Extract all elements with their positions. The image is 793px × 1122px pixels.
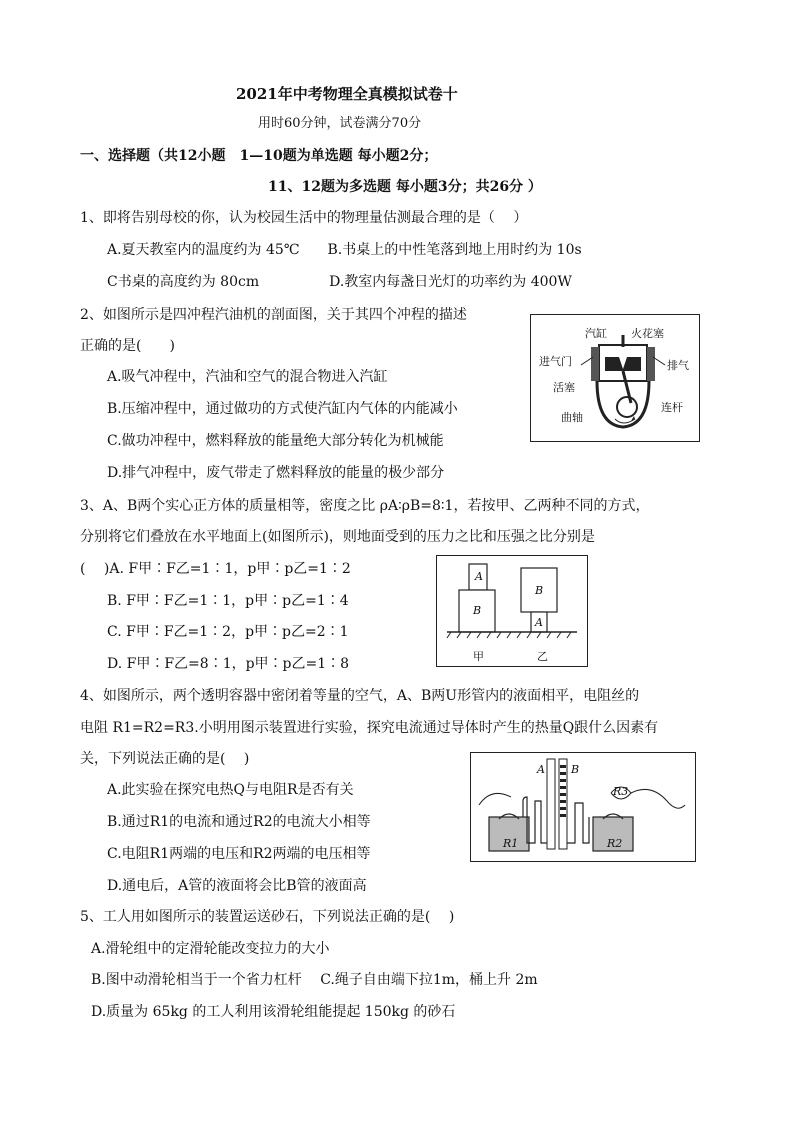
- page-title: 2021年中考物理全真模拟试卷十: [236, 85, 458, 103]
- q4-stem-line3: 关，下列说法正确的是( ): [80, 751, 250, 767]
- label-piston: 活塞: [553, 381, 575, 394]
- q2-option-d: D.排气冲程中，废气带走了燃料释放的能量的极少部分: [107, 465, 445, 481]
- label-yi: 乙: [537, 650, 548, 663]
- q4-option-c: C.电阻R1两端的电压和R2两端的电压相等: [107, 846, 371, 862]
- resistor-r1-label: R1: [503, 837, 519, 850]
- q2-option-a: A.吸气冲程中，汽油和空气的混合物进入汽缸: [107, 369, 388, 385]
- q2-stem-line1: 2、如图所示是四冲程汽油机的剖面图，关于其四个冲程的描述: [80, 307, 467, 323]
- q3-option-b: B. F甲∶F乙=1∶1，p甲∶p乙=1∶4: [107, 593, 349, 609]
- q1-options-cd: C书桌的高度约为 80cm D.教室内每盏日光灯的功率约为 400W: [107, 274, 572, 290]
- section-heading-line2: 11、12题为多选题 每小题3分；共26分 ）: [268, 179, 542, 195]
- q5-option-a: A.滑轮组中的定滑轮能改变拉力的大小: [91, 941, 330, 957]
- label-crankshaft: 曲轴: [561, 411, 583, 424]
- resistor-r2-label: R2: [607, 837, 623, 850]
- q3-option-a: ( )A. F甲∶F乙=1∶1，p甲∶p乙=1∶2: [80, 561, 351, 577]
- q5-option-d: D.质量为 65kg 的工人利用该滑轮组能提起 150kg 的砂石: [91, 1004, 456, 1020]
- q2-option-b: B.压缩冲程中，通过做功的方式使汽缸内气体的内能减小: [107, 401, 458, 417]
- q1-stem: 1、即将告别母校的你，认为校园生活中的物理量估测最合理的是（ ）: [80, 210, 528, 226]
- label-exhaust: 排气: [667, 359, 689, 372]
- resistor-r3-label: R3: [613, 785, 629, 798]
- q4-option-d: D.通电后，A管的液面将会比B管的液面高: [107, 878, 367, 894]
- label-cylinder: 汽缸: [585, 327, 607, 340]
- block-b-label-yi: B: [535, 584, 544, 597]
- label-jia: 甲: [473, 650, 484, 663]
- q3-stem-line2: 分别将它们叠放在水平地面上(如图所示)，则地面受到的压力之比和压强之比分别是: [80, 529, 595, 545]
- engine-diagram: [531, 315, 699, 441]
- block-a-label-jia: A: [475, 570, 483, 583]
- label-intake-valve: 进气门: [539, 355, 572, 368]
- q5-options-bc: B.图中动滑轮相当于一个省力杠杆 C.绳子自由端下拉1m，桶上升 2m: [91, 972, 538, 988]
- q4-stem-line2: 电阻 R1=R2=R3.小明用图示装置进行实验，探究电流通过导体时产生的热量Q跟什么因素有: [80, 720, 659, 736]
- section-heading-line1: 一、选择题（共12小题 1—10题为单选题 每小题2分；: [80, 148, 438, 164]
- q5-stem: 5、工人用如图所示的装置运送砂石，下列说法正确的是( ): [80, 909, 455, 925]
- q3-option-d: D. F甲∶F乙=8∶1，p甲∶p乙=1∶8: [107, 656, 350, 672]
- blocks-figure: [436, 555, 588, 667]
- page-subtitle: 用时60分钟，试卷满分70分: [258, 116, 422, 131]
- block-a-label-yi: A: [535, 616, 543, 629]
- q4-option-b: B.通过R1的电流和通过R2的电流大小相等: [107, 814, 371, 830]
- q2-stem-line2: 正确的是( ): [80, 338, 175, 354]
- label-connecting-rod: 连杆: [661, 401, 683, 414]
- q4-option-a: A.此实验在探究电热Q与电阻R是否有关: [107, 782, 354, 798]
- q4-stem-line1: 4、如图所示，两个透明容器中密闭着等量的空气，A、B两U形管内的液面相平，电阻丝的: [80, 688, 640, 704]
- heat-experiment-figure: [470, 752, 696, 862]
- q3-option-c: C. F甲∶F乙=1∶2，p甲∶p乙=2∶1: [107, 624, 349, 640]
- blocks-diagram: [437, 556, 587, 666]
- label-spark-plug: 火花塞: [631, 327, 664, 340]
- q1-options-ab: A.夏天教室内的温度约为 45℃ B.书桌上的中性笔落到地上用时约为 10s: [107, 242, 582, 258]
- q2-option-c: C.做功冲程中，燃料释放的能量绝大部分转化为机械能: [107, 433, 444, 449]
- block-b-label-jia: B: [473, 604, 482, 617]
- tube-a-label: A: [537, 763, 545, 776]
- tube-b-label: B: [571, 763, 580, 776]
- engine-figure: [530, 314, 700, 442]
- q3-stem-line1: 3、A、B两个实心正方体的质量相等，密度之比 ρA∶ρB=8∶1，若按甲、乙两种不同的方式，: [80, 498, 650, 514]
